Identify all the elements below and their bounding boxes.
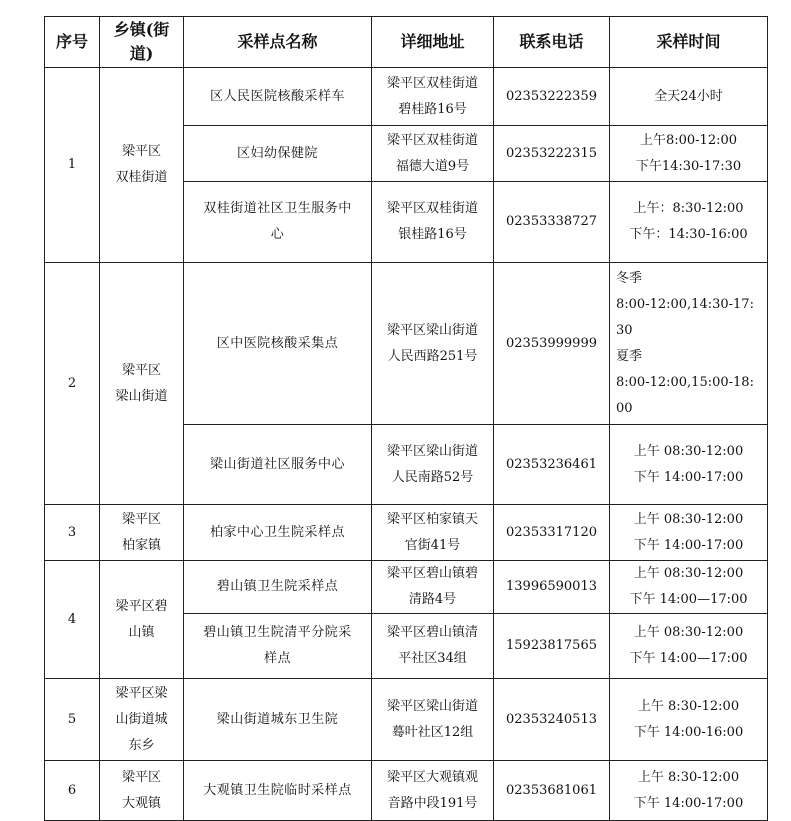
site-name: 梁山街道城东卫生院 xyxy=(184,679,372,761)
table-row xyxy=(45,761,768,821)
site-phone: 02353222359 xyxy=(494,68,610,126)
site-phone: 02353999999 xyxy=(494,263,610,425)
site-address: 梁平区碧山镇碧 清路4号 xyxy=(372,561,494,614)
site-address: 梁平区梁山街道 人民南路52号 xyxy=(372,425,494,505)
site-phone: 02353236461 xyxy=(494,425,610,505)
group-number: 5 xyxy=(45,679,100,761)
group-number: 3 xyxy=(45,505,100,561)
site-address: 梁平区大观镇观 音路中段191号 xyxy=(372,761,494,821)
header-address: 详细地址 xyxy=(372,17,494,68)
header-no: 序号 xyxy=(45,17,100,68)
site-name: 大观镇卫生院临时采样点 xyxy=(184,761,372,821)
site-name: 碧山镇卫生院清平分院采 样点 xyxy=(184,614,372,679)
site-time: 上午 08:30-12:00 下午 14:00—17:00 xyxy=(610,561,768,614)
site-name: 区妇幼保健院 xyxy=(184,126,372,182)
site-phone: 15923817565 xyxy=(494,614,610,679)
group-town: 梁平区 梁山街道 xyxy=(100,263,184,505)
group-number: 6 xyxy=(45,761,100,821)
group-town: 梁平区碧 山镇 xyxy=(100,561,184,679)
site-time: 上午 08:30-12:00 下午 14:00-17:00 xyxy=(610,425,768,505)
table-row xyxy=(45,561,768,614)
header-town: 乡镇(街道) xyxy=(100,17,184,68)
site-address: 梁平区柏家镇天 官街41号 xyxy=(372,505,494,561)
site-time: 上午 8:30-12:00 下午 14:00-16:00 xyxy=(610,679,768,761)
site-name: 双桂街道社区卫生服务中 心 xyxy=(184,182,372,263)
group-number: 4 xyxy=(45,561,100,679)
table-row xyxy=(45,68,768,126)
site-phone: 02353222315 xyxy=(494,126,610,182)
site-time: 冬季 8:00-12:00,14:30-17: 30 夏季 8:00-12:00,15:00-18: 00 xyxy=(610,263,768,425)
site-name: 碧山镇卫生院采样点 xyxy=(184,561,372,614)
header-row xyxy=(45,17,768,68)
site-phone: 02353681061 xyxy=(494,761,610,821)
site-phone: 02353240513 xyxy=(494,679,610,761)
header-site-name: 采样点名称 xyxy=(184,17,372,68)
site-time: 上午 08:30-12:00 下午 14:00-17:00 xyxy=(610,505,768,561)
header-phone: 联系电话 xyxy=(494,17,610,68)
table-row xyxy=(45,263,768,425)
site-address: 梁平区双桂街道 银桂路16号 xyxy=(372,182,494,263)
table-row xyxy=(45,679,768,761)
site-phone: 02353338727 xyxy=(494,182,610,263)
site-phone: 13996590013 xyxy=(494,561,610,614)
group-town: 梁平区 双桂街道 xyxy=(100,68,184,263)
site-name: 区人民医院核酸采样车 xyxy=(184,68,372,126)
group-town: 梁平区梁 山街道城 东乡 xyxy=(100,679,184,761)
site-time: 上午 08:30-12:00 下午 14:00—17:00 xyxy=(610,614,768,679)
site-time: 上午 8:30-12:00 下午 14:00-17:00 xyxy=(610,761,768,821)
site-address: 梁平区双桂街道 碧桂路16号 xyxy=(372,68,494,126)
site-name: 柏家中心卫生院采样点 xyxy=(184,505,372,561)
site-name: 梁山街道社区服务中心 xyxy=(184,425,372,505)
site-address: 梁平区梁山街道 蓦叶社区12组 xyxy=(372,679,494,761)
group-town: 梁平区 大观镇 xyxy=(100,761,184,821)
group-town: 梁平区 柏家镇 xyxy=(100,505,184,561)
sampling-sites-table xyxy=(44,16,768,821)
site-time: 全天24小时 xyxy=(610,68,768,126)
site-phone: 02353317120 xyxy=(494,505,610,561)
site-name: 区中医院核酸采集点 xyxy=(184,263,372,425)
header-time: 采样时间 xyxy=(610,17,768,68)
site-time: 上午：8:30-12:00 下午：14:30-16:00 xyxy=(610,182,768,263)
site-address: 梁平区碧山镇清 平社区34组 xyxy=(372,614,494,679)
site-address: 梁平区双桂街道 福德大道9号 xyxy=(372,126,494,182)
group-number: 1 xyxy=(45,68,100,263)
site-address: 梁平区梁山街道 人民西路251号 xyxy=(372,263,494,425)
site-time: 上午8:00-12:00 下午14:30-17:30 xyxy=(610,126,768,182)
table-row xyxy=(45,505,768,561)
group-number: 2 xyxy=(45,263,100,505)
